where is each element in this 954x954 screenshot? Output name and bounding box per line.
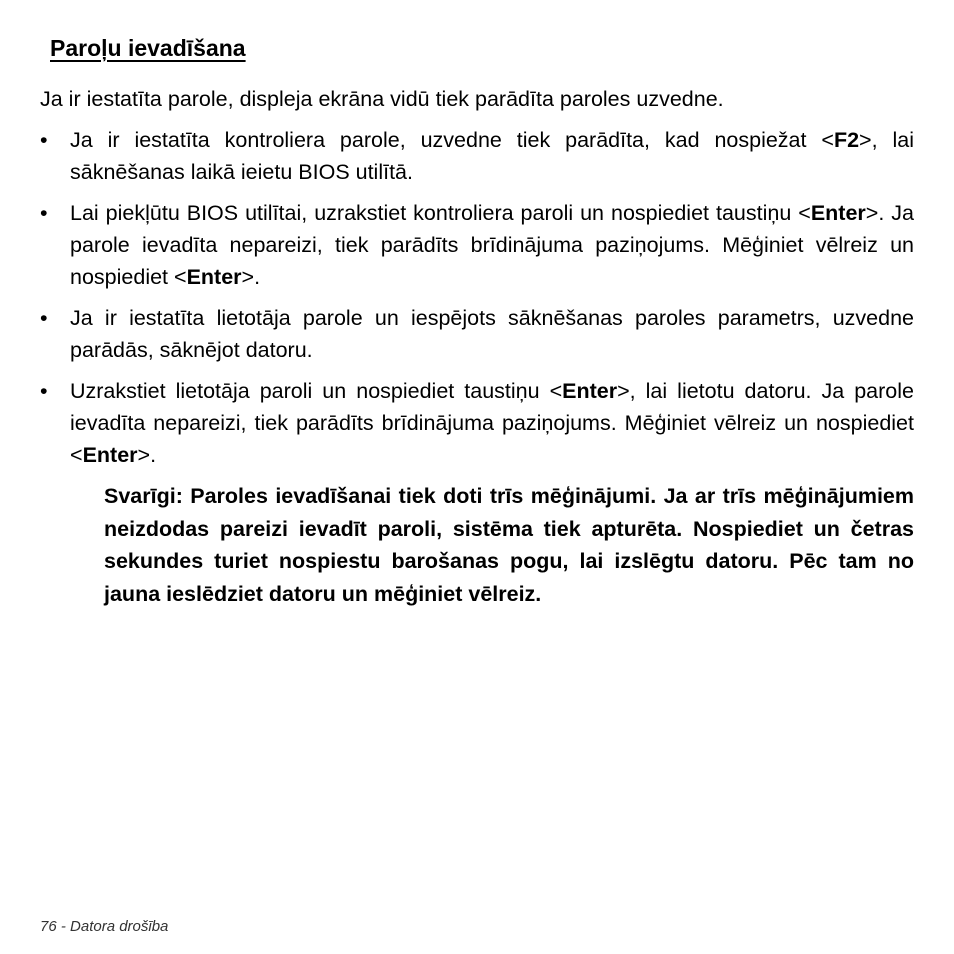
bullet-icon: • bbox=[40, 128, 48, 152]
key-name: Enter bbox=[810, 201, 866, 225]
bullet-icon: • bbox=[40, 379, 48, 403]
bullet-text: >. bbox=[137, 443, 157, 467]
bullet-text: >. Ja parole ievadīta nepareizi, tiek parādīts brīdinājuma paziņojums. Mēģiniet vēlreiz un nospiediet < bbox=[70, 201, 914, 289]
bullet-text: Ja ir iestatīta kontroliera parole, uzvedne tiek parādīta, kad nospiežat < bbox=[70, 128, 834, 152]
bullet-text: >. bbox=[241, 265, 261, 289]
bullet-list bbox=[40, 124, 914, 480]
key-name: Enter bbox=[82, 443, 138, 467]
key-name: Enter bbox=[562, 379, 618, 403]
bullet-icon: • bbox=[40, 306, 48, 330]
section-heading: Paroļu ievadīšana bbox=[50, 35, 246, 61]
bullet-text: Lai piekļūtu BIOS utilītai, uzrakstiet kontroliera paroli un nospiediet taustiņu < bbox=[70, 201, 811, 225]
bullet-item-f2 bbox=[40, 124, 914, 188]
key-name: F2 bbox=[833, 128, 860, 152]
bullet-icon: • bbox=[40, 201, 48, 225]
bullet-text: >, lai lietotu datoru. Ja parole ievadīta nepareizi, tiek parādīts brīdinājuma paziņojums. Mēģiniet vēlreiz un nospiediet < bbox=[70, 379, 914, 467]
key-name: Enter bbox=[186, 265, 242, 289]
bullet-item-user-password-prompt bbox=[40, 302, 914, 366]
bullet-item-supervisor-password bbox=[40, 197, 914, 293]
bullet-item-user-password-enter bbox=[40, 375, 914, 471]
bullet-text: >, lai sāknēšanas laikā ieietu BIOS utilītā. bbox=[70, 128, 914, 184]
page-footer: 76 - Datora drošība bbox=[40, 918, 169, 935]
bullet-text: Uzrakstiet lietotāja paroli un nospiediet taustiņu < bbox=[70, 379, 563, 403]
intro-paragraph: Ja ir iestatīta parole, displeja ekrāna vidū tiek parādīta paroles uzvedne. bbox=[40, 87, 724, 111]
bullet-text: Ja ir iestatīta lietotāja parole un iespējots sāknēšanas paroles parametrs, uzvedne parādās, sāknējot datoru. bbox=[70, 306, 914, 362]
important-note: Svarīgi: Paroles ievadīšanai tiek doti trīs mēģinājumi. Ja ar trīs mēģinājumiem neizdodas pareizi ievadīt paroli, sistēma tiek apturēta. Nospiediet un četras sekundes turiet nospiestu barošanas pogu, lai izslēgtu datoru. Pēc tam no jauna ieslēdziet datoru un mēģiniet vēlreiz. bbox=[104, 484, 914, 606]
